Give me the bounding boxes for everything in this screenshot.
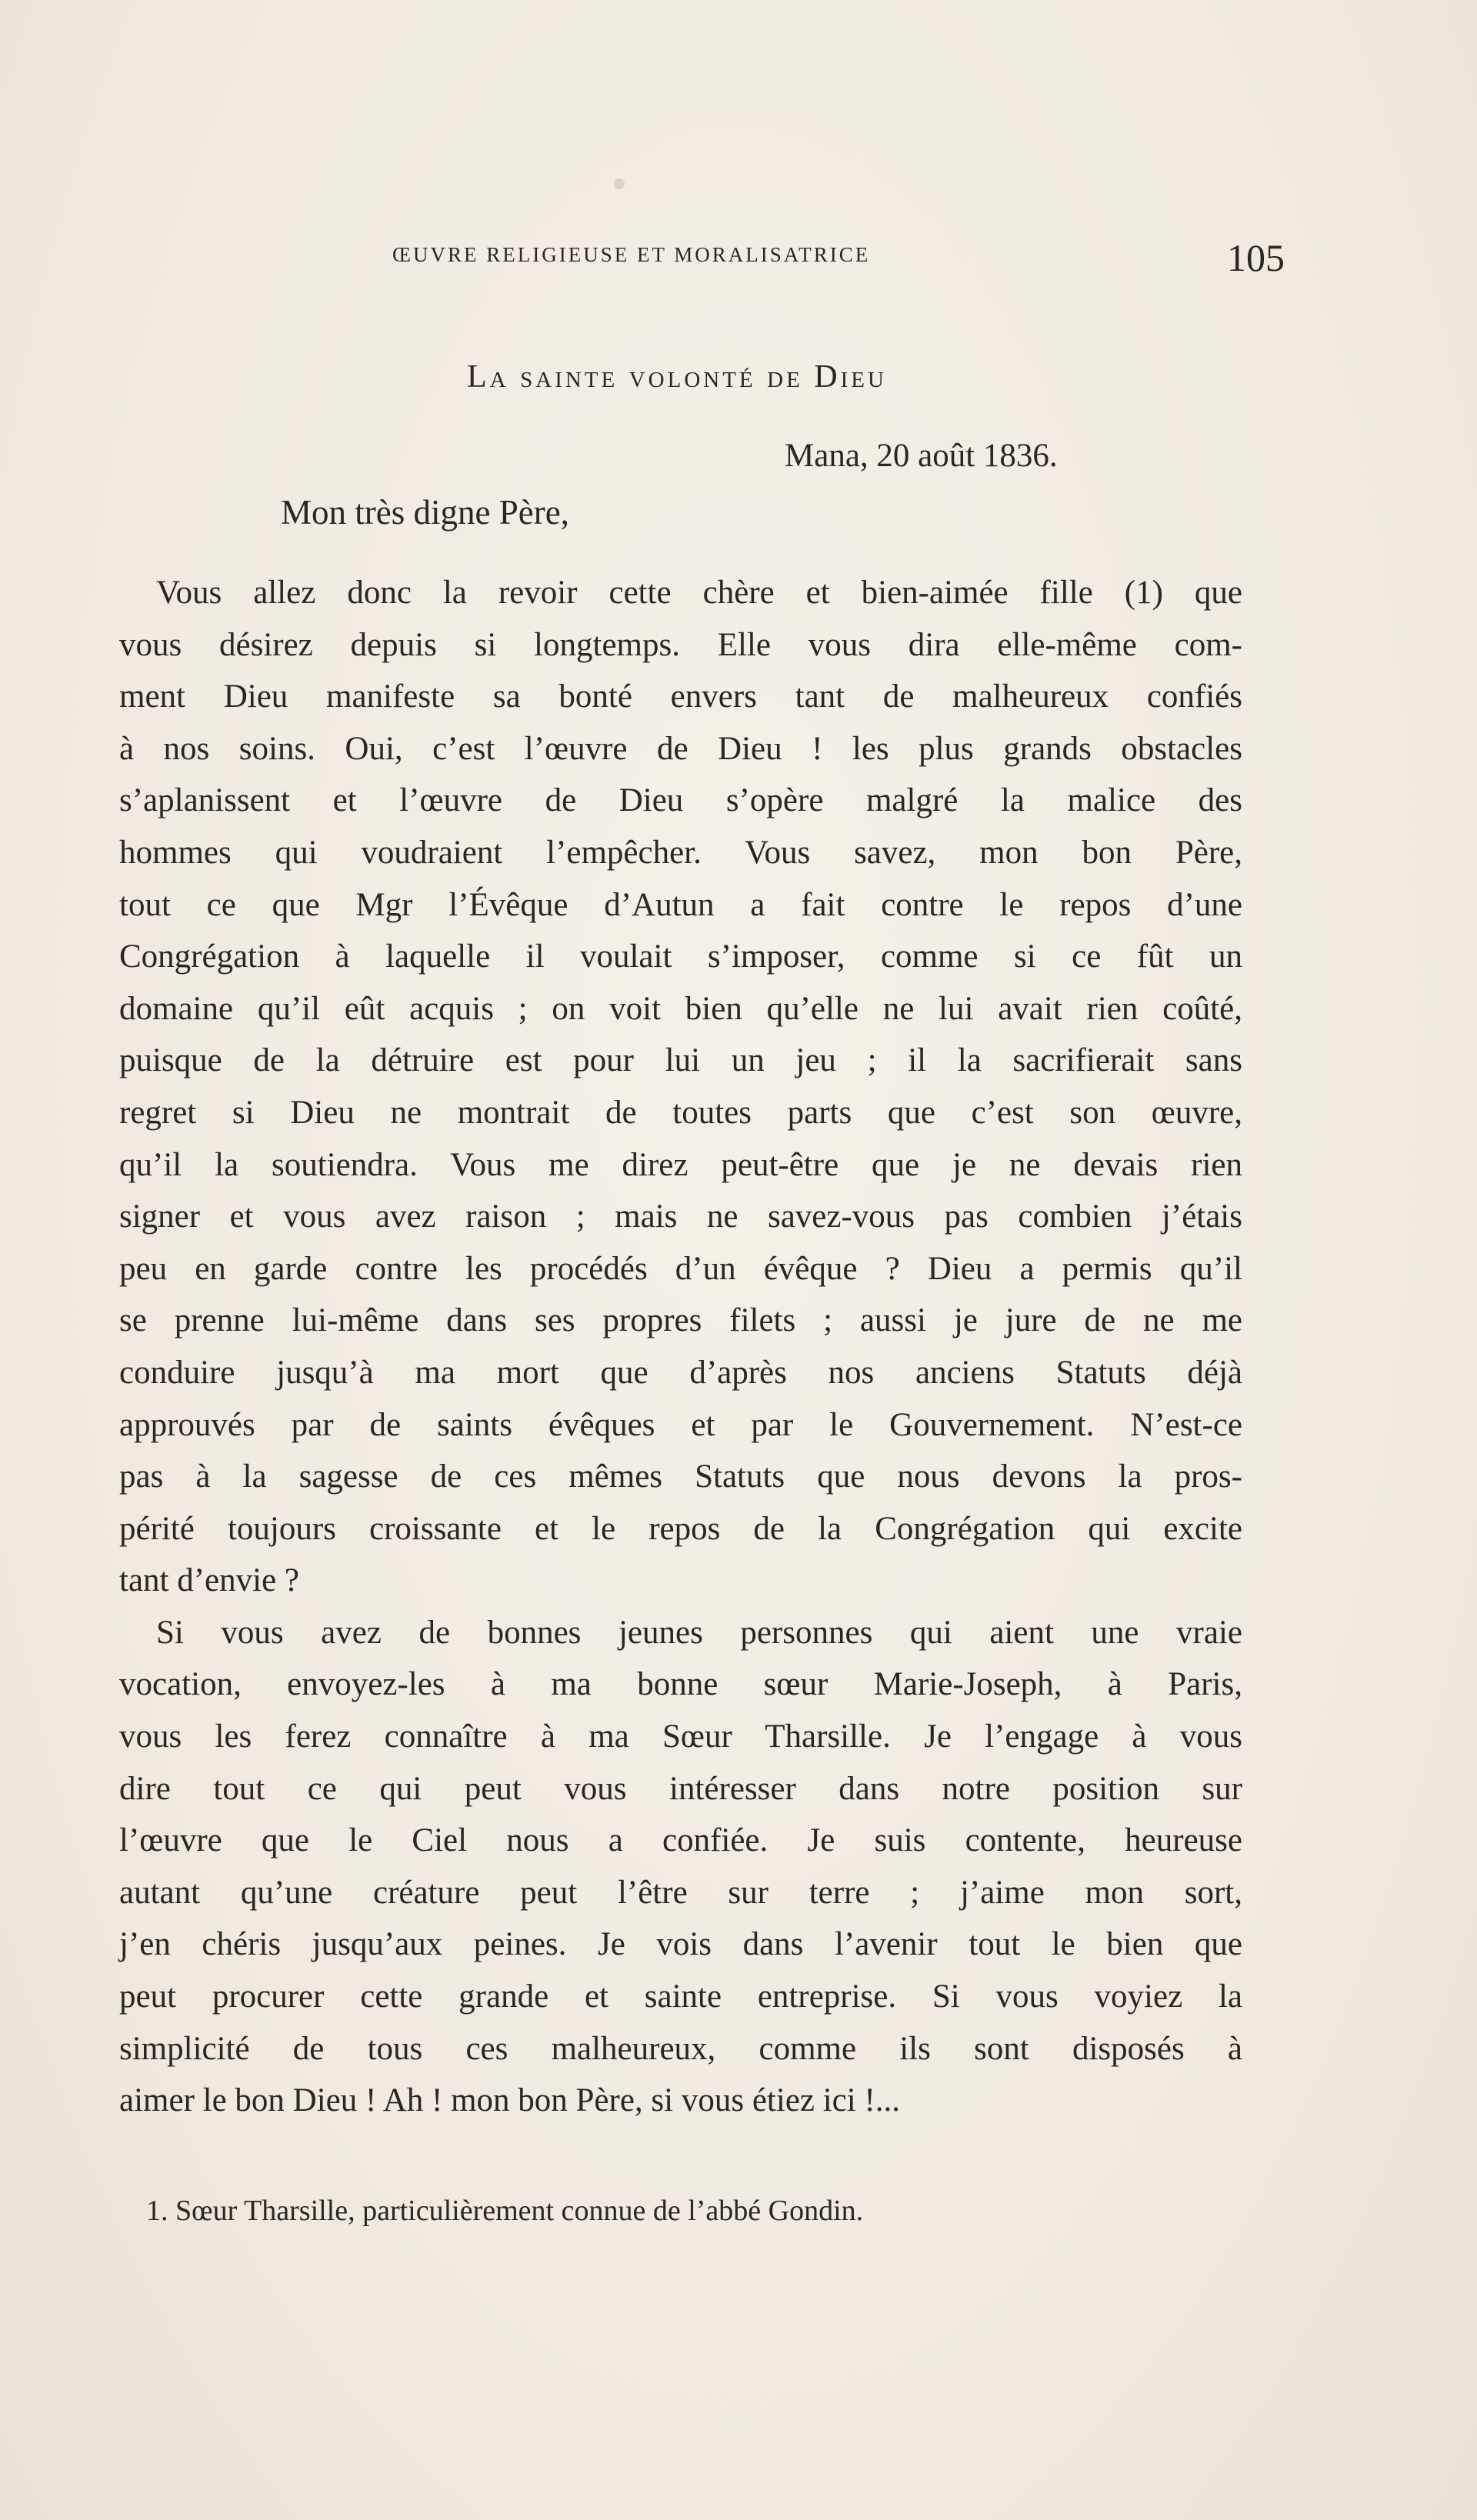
text-line: dire tout ce qui peut vous intéresser dans notre position sur [119, 1770, 1242, 1807]
text-line: pas à la sagesse de ces mêmes Statuts que nous devons la pros- [119, 1458, 1242, 1495]
text-line: périté toujours croissante et le repos de la Congrégation qui excite [119, 1510, 1242, 1547]
page-stain [614, 178, 625, 189]
text-line: ment Dieu manifeste sa bonté envers tant de malheureux confiés [119, 678, 1242, 715]
running-head [115, 236, 1285, 279]
text-line: signer et vous avez raison ; mais ne savez-vous pas combien j’étais [119, 1198, 1242, 1235]
running-title: ŒUVRE RELIGIEUSE ET MORALISATRICE [392, 243, 871, 266]
salutation: Mon très digne Père, [281, 493, 569, 532]
text-line: vous les ferez connaître à ma Sœur Tharsille. Je l’engage à vous [119, 1718, 1242, 1755]
text-line: tout ce que Mgr l’Évêque d’Autun a fait contre le repos d’une [119, 886, 1242, 923]
text-line: domaine qu’il eût acquis ; on voit bien qu’elle ne lui avait rien coûté, [119, 990, 1242, 1027]
text-line: à nos soins. Oui, c’est l’œuvre de Dieu ! les plus grands obstacles [119, 730, 1242, 767]
text-line: l’œuvre que le Ciel nous a confiée. Je suis contente, heureuse [119, 1822, 1242, 1859]
text-line: approuvés par de saints évêques et par le Gouvernement. N’est-ce [119, 1406, 1242, 1443]
text-line: Si vous avez de bonnes jeunes personnes qui aient une vraie [156, 1614, 1242, 1651]
text-line: simplicité de tous ces malheureux, comme ils sont disposés à [119, 2030, 1242, 2067]
text-line: Vous allez donc la revoir cette chère et bien-aimée fille (1) que [156, 575, 1242, 611]
text-line: vocation, envoyez-les à ma bonne sœur Marie-Joseph, à Paris, [119, 1666, 1242, 1703]
text-line: regret si Dieu ne montrait de toutes parts que c’est son œuvre, [119, 1094, 1242, 1131]
text-line: peu en garde contre les procédés d’un évêque ? Dieu a permis qu’il [119, 1250, 1242, 1287]
text-line: vous désirez depuis si longtemps. Elle vous dira elle-même com- [119, 626, 1242, 663]
text-line: tant d’envie ? [119, 1562, 300, 1599]
text-line: se prenne lui-même dans ses propres filets ; aussi je jure de ne me [119, 1302, 1242, 1339]
text-line: puisque de la détruire est pour lui un jeu ; il la sacrifierait sans [119, 1042, 1242, 1079]
dateline: Mana, 20 août 1836. [785, 438, 1058, 474]
letter-body [119, 567, 1242, 2127]
text-line: s’aplanissent et l’œuvre de Dieu s’opère malgré la malice des [119, 782, 1242, 819]
text-line: peut procurer cette grande et sainte entreprise. Si vous voyiez la [119, 1978, 1242, 2015]
section-title: La sainte volonté de Dieu [467, 359, 887, 395]
text-line: Congrégation à laquelle il voulait s’imposer, comme si ce fût un [119, 938, 1242, 975]
text-line: conduire jusqu’à ma mort que d’après nos anciens Statuts déjà [119, 1354, 1242, 1391]
text-line: aimer le bon Dieu ! Ah ! mon bon Père, si vous étiez ici !... [119, 2082, 901, 2119]
text-line: qu’il la soutiendra. Vous me direz peut-être que je ne devais rien [119, 1146, 1242, 1183]
text-line: autant qu’une créature peut l’être sur terre ; j’aime mon sort, [119, 1874, 1242, 1911]
text-line: j’en chéris jusqu’aux peines. Je vois dans l’avenir tout le bien que [119, 1926, 1242, 1963]
text-line: hommes qui voudraient l’empêcher. Vous savez, mon bon Père, [119, 834, 1242, 871]
page-number: 105 [1227, 236, 1285, 279]
footnote: 1. Sœur Tharsille, particulièrement connue de l’abbé Gondin. [146, 2195, 864, 2227]
